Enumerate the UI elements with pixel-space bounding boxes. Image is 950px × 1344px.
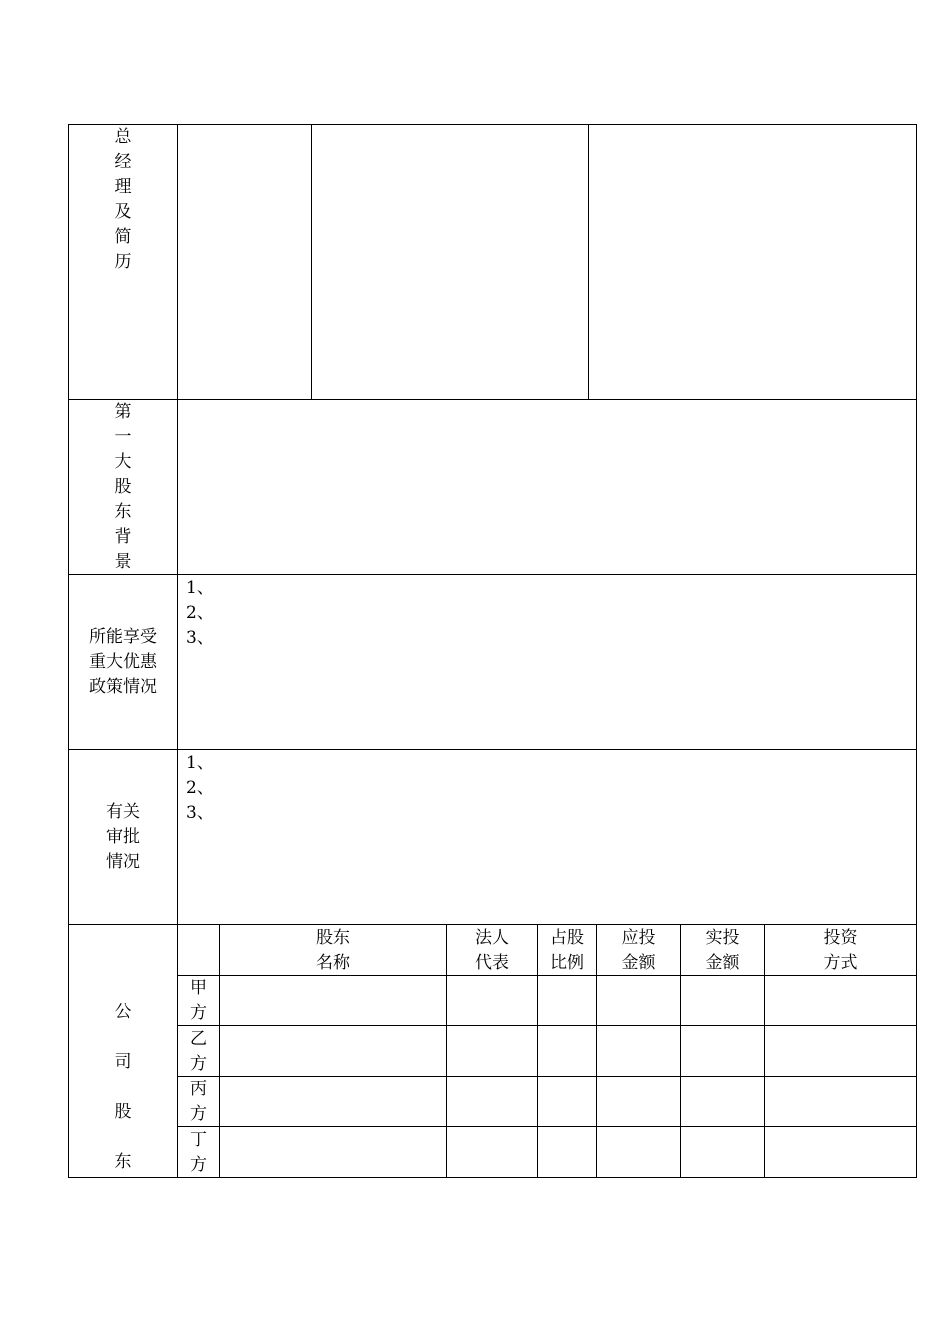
top-shareholder-field[interactable] xyxy=(178,400,916,574)
header-ratio: 占股 比例 xyxy=(550,928,584,973)
party-label-jia: 甲 方 xyxy=(190,978,207,1023)
table-border-right xyxy=(916,124,917,1178)
party-label-bing: 丙 方 xyxy=(190,1079,207,1124)
list-item: 2、 xyxy=(186,778,214,798)
top-shareholder-label: 第 一 大 股 东 背 景 xyxy=(114,402,132,572)
gm-field-1[interactable] xyxy=(178,125,311,399)
header-paid-amount: 实投 金额 xyxy=(705,928,740,973)
gm-field-3[interactable] xyxy=(589,125,916,399)
approvals-list[interactable] xyxy=(186,751,906,826)
list-item: 3、 xyxy=(186,628,214,648)
row-divider-shareholder xyxy=(68,574,917,575)
header-method: 投资 方式 xyxy=(823,928,858,973)
list-item: 3、 xyxy=(186,803,214,823)
gm-field-2[interactable] xyxy=(312,125,588,399)
party-label-ding: 丁 方 xyxy=(190,1130,207,1175)
gm-label: 总 经 理 及 简 历 xyxy=(114,127,132,272)
shareholder-name-bing[interactable] xyxy=(220,1077,446,1126)
party-label-yi: 乙 方 xyxy=(190,1029,207,1074)
header-legal-rep: 法人 代表 xyxy=(475,928,509,973)
header-due-amount: 应投 金额 xyxy=(621,928,656,973)
list-item: 2、 xyxy=(186,603,214,623)
shareholder-name-yi[interactable] xyxy=(220,1026,446,1076)
approvals-label: 有关 审批 情况 xyxy=(106,802,140,872)
row-divider-approvals xyxy=(68,924,917,925)
list-item: 1、 xyxy=(186,753,214,773)
shareholder-name-jia[interactable] xyxy=(220,976,446,1025)
list-item: 1、 xyxy=(186,578,214,598)
shareholders-label: 公 司 股 东 xyxy=(114,1002,132,1172)
policies-list[interactable] xyxy=(186,576,906,651)
header-name: 股东 名称 xyxy=(316,928,350,973)
shareholder-name-ding[interactable] xyxy=(220,1127,446,1177)
row-divider-policies xyxy=(68,749,917,750)
policies-label: 所能享受 重大优惠 政策情况 xyxy=(89,627,157,697)
